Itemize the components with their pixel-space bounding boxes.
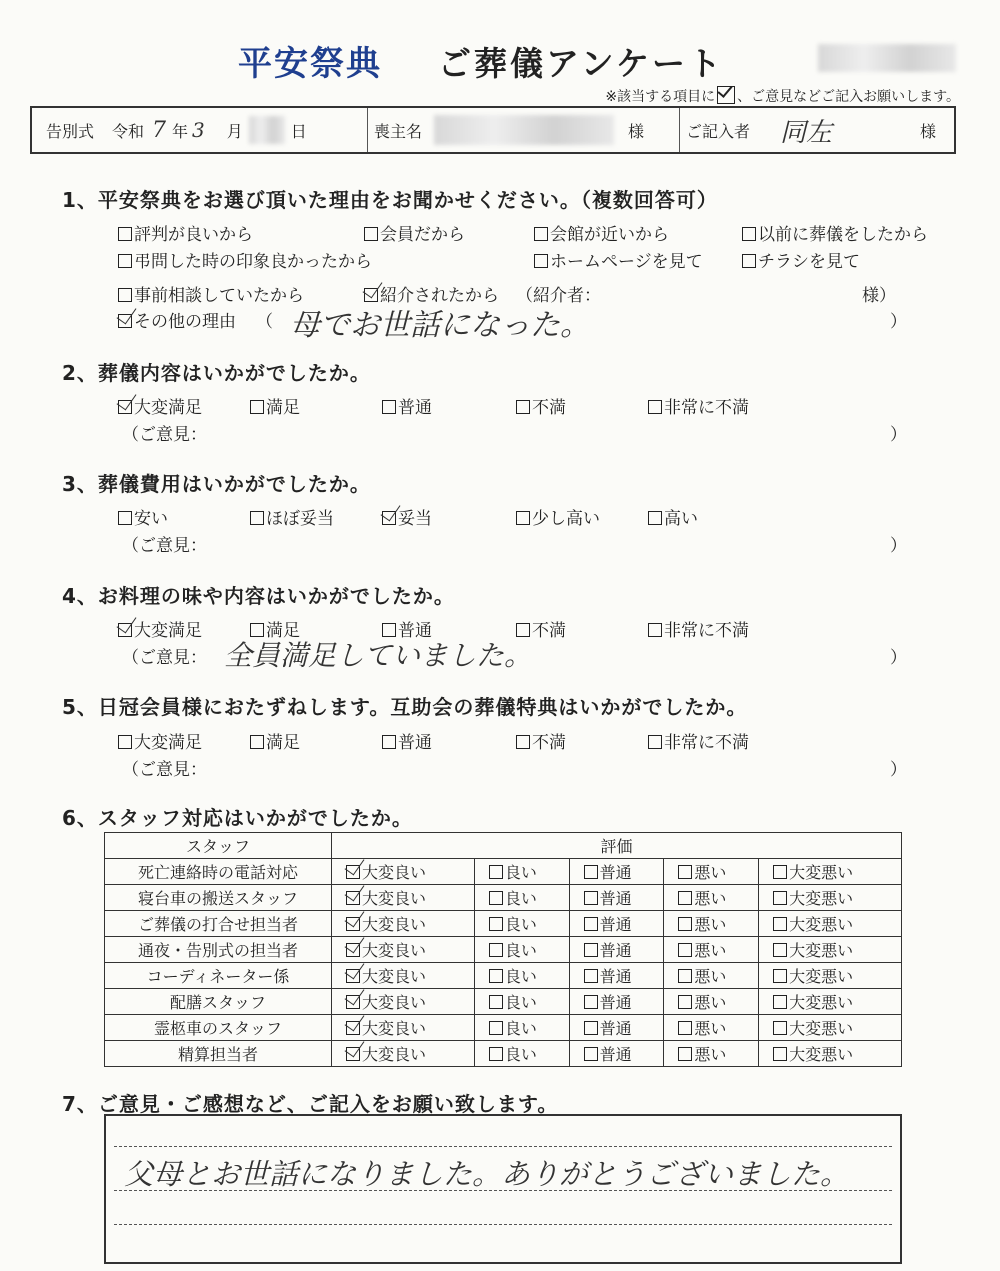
table-row	[105, 1041, 902, 1067]
q2-option[interactable]	[516, 393, 566, 418]
rating-label: 良い	[504, 915, 537, 934]
question-3-title: 3、葬儀費用はいかがでしたか。	[62, 472, 371, 496]
checkbox[interactable]	[742, 254, 756, 268]
option-label: 不満	[532, 398, 566, 418]
checkbox[interactable]	[648, 400, 662, 414]
checkbox[interactable]	[648, 511, 662, 525]
writer-cell	[680, 108, 954, 152]
checkbox-checked[interactable]	[118, 400, 132, 414]
checkbox[interactable]	[678, 995, 692, 1009]
q1-option[interactable]	[742, 220, 928, 245]
q2-option[interactable]	[382, 393, 432, 418]
era-label: 令和	[112, 121, 145, 141]
q3-option[interactable]	[250, 504, 334, 529]
rating-cell[interactable]	[759, 989, 902, 1015]
rating-cell[interactable]	[759, 963, 902, 989]
rating-label: 悪い	[694, 993, 727, 1012]
rating-cell[interactable]	[332, 859, 475, 885]
rating-label: 大変良い	[362, 863, 427, 882]
rating-label: 大変良い	[362, 915, 427, 934]
rating-cell[interactable]	[569, 937, 664, 963]
rating-label: 良い	[504, 1045, 537, 1064]
rating-label: 悪い	[694, 863, 727, 882]
checkbox[interactable]	[584, 995, 598, 1009]
rating-cell[interactable]	[759, 937, 902, 963]
rating-label: 大変良い	[362, 941, 427, 960]
q3-option[interactable]	[648, 504, 698, 529]
checkbox[interactable]	[489, 1047, 503, 1061]
q1-option[interactable]	[742, 247, 860, 272]
rating-label: 良い	[504, 993, 537, 1012]
question-1-title: 1、平安祭典をお選び頂いた理由をお聞かせください。（複数回答可）	[62, 188, 718, 212]
option-label: 事前相談していたから	[134, 286, 304, 306]
option-label: ホームページを見て	[550, 252, 703, 272]
q5-option[interactable]	[648, 728, 749, 753]
other-reason-text[interactable]: 母でお世話になった。	[290, 308, 590, 343]
checkbox[interactable]	[118, 735, 132, 749]
rating-label: 良い	[504, 1019, 537, 1038]
checkbox[interactable]	[773, 943, 787, 957]
comment-label: （ご意見：	[122, 760, 207, 780]
rating-cell[interactable]	[759, 885, 902, 911]
checkbox[interactable]	[773, 917, 787, 931]
checkbox[interactable]	[584, 1047, 598, 1061]
rating-cell[interactable]	[664, 963, 759, 989]
rating-cell[interactable]	[664, 911, 759, 937]
option-label: ほぼ妥当	[266, 509, 334, 529]
close-paren: ）	[890, 648, 907, 668]
checkbox[interactable]	[742, 227, 756, 241]
chief-mourner-label: 喪主名	[374, 121, 423, 141]
table-row	[105, 885, 902, 911]
q1-option[interactable]	[118, 281, 304, 306]
staff-role-label: 死亡連絡時の電話対応	[105, 859, 332, 885]
writer-value[interactable]: 同左	[780, 117, 833, 148]
q2-option[interactable]	[118, 393, 202, 418]
table-header-row	[105, 833, 902, 859]
close-paren: ）	[890, 536, 907, 556]
checkbox[interactable]	[382, 735, 396, 749]
checkbox[interactable]	[584, 891, 598, 905]
instruction-text	[605, 86, 960, 106]
rating-cell[interactable]	[569, 1041, 664, 1067]
checkbox-checked[interactable]	[118, 623, 132, 637]
checkbox[interactable]	[118, 511, 132, 525]
rating-cell[interactable]	[664, 885, 759, 911]
rating-cell[interactable]	[569, 963, 664, 989]
sama-label: 様	[919, 121, 936, 141]
checkbox[interactable]	[516, 735, 530, 749]
rating-label: 良い	[504, 967, 537, 986]
checkbox[interactable]	[773, 969, 787, 983]
question-6-title: 6、スタッフ対応はいかがでしたか。	[62, 806, 413, 830]
q1-option[interactable]	[534, 247, 703, 272]
checkbox[interactable]	[534, 227, 548, 241]
option-label: その他の理由	[134, 312, 236, 332]
instruction-pre: ※該当する項目に	[605, 89, 716, 105]
staff-role-label: 精算担当者	[105, 1041, 332, 1067]
rating-label: 普通	[599, 941, 632, 960]
staff-role-label: 配膳スタッフ	[105, 989, 332, 1015]
free-comment-text[interactable]: 父母とお世話になりました。ありがとうございました。	[124, 1157, 850, 1191]
checkbox[interactable]	[489, 969, 503, 983]
rating-cell[interactable]	[759, 1015, 902, 1041]
staff-role-label: 霊柩車のスタッフ	[105, 1015, 332, 1041]
option-label: 普通	[398, 621, 432, 641]
rating-label: 大変悪い	[789, 941, 854, 960]
checkbox-checked[interactable]	[346, 969, 360, 983]
day-unit: 日	[290, 121, 307, 141]
checkbox[interactable]	[678, 969, 692, 983]
checkbox[interactable]	[648, 623, 662, 637]
rating-cell[interactable]	[332, 963, 475, 989]
option-label: 満足	[266, 398, 300, 418]
q1-option[interactable]	[534, 220, 669, 245]
checkbox[interactable]	[118, 227, 132, 241]
table-row	[105, 989, 902, 1015]
rating-cell[interactable]	[474, 1041, 569, 1067]
checkbox-checked[interactable]	[118, 314, 132, 328]
checkbox-checked[interactable]	[346, 917, 360, 931]
q2-option[interactable]	[250, 393, 300, 418]
option-label: 高い	[664, 509, 698, 529]
staff-role-label: コーディネーター係	[105, 963, 332, 989]
close-paren: ）	[890, 312, 907, 332]
checkbox[interactable]	[773, 865, 787, 879]
introducer-sama: 様）	[862, 286, 896, 306]
rating-label: 普通	[599, 915, 632, 934]
checkbox[interactable]	[678, 891, 692, 905]
checkbox[interactable]	[773, 891, 787, 905]
q1-option[interactable]	[118, 220, 253, 245]
close-paren: ）	[890, 425, 907, 445]
option-label: 普通	[398, 398, 432, 418]
option-label: 非常に不満	[664, 733, 749, 753]
checkbox-checked[interactable]	[382, 511, 396, 525]
rating-cell[interactable]	[332, 1041, 475, 1067]
checkbox[interactable]	[382, 400, 396, 414]
checkbox[interactable]	[584, 917, 598, 931]
question-7-title: 7、ご意見・ご感想など、ご記入をお願い致します。	[62, 1092, 559, 1116]
rating-label: 普通	[599, 1045, 632, 1064]
month-value[interactable]: 3	[192, 118, 205, 142]
rating-label: 大変良い	[362, 1045, 427, 1064]
rating-cell[interactable]	[569, 1015, 664, 1041]
redacted-id	[818, 44, 956, 72]
rating-cell[interactable]	[474, 859, 569, 885]
checkbox[interactable]	[648, 735, 662, 749]
table-row	[105, 963, 902, 989]
rating-label: 悪い	[694, 967, 727, 986]
checkbox-checked[interactable]	[346, 865, 360, 879]
rating-cell[interactable]	[332, 1015, 475, 1041]
checkbox[interactable]	[678, 1047, 692, 1061]
q1-option[interactable]	[364, 220, 465, 245]
q3-option[interactable]	[516, 504, 600, 529]
page-title: ご葬儀アンケート	[438, 44, 725, 83]
rating-label: 普通	[599, 863, 632, 882]
writer-label: ご記入者	[686, 121, 751, 141]
redacted-day	[249, 116, 285, 144]
q4-option[interactable]	[648, 616, 749, 641]
rating-label: 悪い	[694, 1019, 727, 1038]
option-label: 大変満足	[134, 733, 202, 753]
checkbox[interactable]	[250, 511, 264, 525]
comment-label: （ご意見：	[122, 425, 207, 445]
q4-option[interactable]	[118, 616, 202, 641]
rating-cell[interactable]	[474, 911, 569, 937]
rating-cell[interactable]	[759, 859, 902, 885]
rating-label: 普通	[599, 889, 632, 908]
rating-label: 大変良い	[362, 1019, 427, 1038]
rating-cell[interactable]	[664, 1015, 759, 1041]
option-label: 会員だから	[380, 225, 465, 245]
brand-name: 平安祭典	[238, 44, 382, 84]
rating-cell[interactable]	[759, 911, 902, 937]
info-row	[30, 106, 956, 154]
checkbox[interactable]	[118, 288, 132, 302]
staff-rating-table	[104, 832, 902, 1067]
comment-label: （ご意見：	[122, 536, 207, 556]
dashed-line	[114, 1224, 892, 1225]
option-label: 満足	[266, 621, 300, 641]
checkbox[interactable]	[773, 1047, 787, 1061]
rating-cell[interactable]	[569, 859, 664, 885]
checkbox[interactable]	[678, 943, 692, 957]
rating-label: 大変良い	[362, 967, 427, 986]
introducer-label: （紹介者：	[516, 286, 601, 306]
checkbox[interactable]	[250, 735, 264, 749]
free-comment-box[interactable]	[104, 1114, 902, 1264]
comment-text[interactable]: 全員満足していました。	[224, 639, 533, 672]
rating-label: 大変悪い	[789, 1045, 854, 1064]
q5-option[interactable]	[118, 728, 202, 753]
checkbox-checked[interactable]	[346, 1021, 360, 1035]
rating-cell[interactable]	[474, 989, 569, 1015]
ceremony-label: 告別式	[46, 121, 95, 141]
table-row	[105, 911, 902, 937]
rating-cell[interactable]	[332, 937, 475, 963]
rating-label: 悪い	[694, 915, 727, 934]
checkbox[interactable]	[773, 995, 787, 1009]
option-label: 妥当	[398, 509, 432, 529]
checkbox[interactable]	[584, 865, 598, 879]
q3-option[interactable]	[118, 504, 168, 529]
rating-label: 悪い	[694, 941, 727, 960]
checkbox[interactable]	[534, 254, 548, 268]
rating-cell[interactable]	[332, 885, 475, 911]
option-label: 不満	[532, 621, 566, 641]
instruction-post: 、ご意見などご記入お願いします。	[737, 89, 960, 105]
option-label: 不満	[532, 733, 566, 753]
checkbox[interactable]	[118, 254, 132, 268]
checkbox[interactable]	[678, 865, 692, 879]
close-paren: ）	[890, 760, 907, 780]
q1-option[interactable]	[118, 307, 236, 332]
rating-label: 大変悪い	[789, 1019, 854, 1038]
ceremony-date-cell	[32, 108, 368, 152]
option-label: 以前に葬儀をしたから	[758, 225, 928, 245]
option-label: 会館が近いから	[550, 225, 669, 245]
checkbox[interactable]	[773, 1021, 787, 1035]
rating-label: 普通	[599, 993, 632, 1012]
option-label: 大変満足	[134, 621, 202, 641]
rating-cell[interactable]	[569, 911, 664, 937]
rating-cell[interactable]	[474, 937, 569, 963]
checkbox[interactable]	[364, 227, 378, 241]
q1-option[interactable]	[118, 247, 372, 272]
checkbox[interactable]	[489, 1021, 503, 1035]
rating-label: 普通	[599, 1019, 632, 1038]
option-label: チラシを見て	[758, 252, 860, 272]
checkbox[interactable]	[584, 943, 598, 957]
q5-option[interactable]	[250, 728, 300, 753]
chief-mourner-cell	[368, 108, 680, 152]
year-unit: 年	[172, 121, 189, 141]
rating-label: 普通	[599, 967, 632, 986]
rating-label: 良い	[504, 863, 537, 882]
year-value[interactable]: 7	[152, 117, 167, 143]
option-label: 紹介されたから	[380, 286, 499, 306]
staff-column-header: スタッフ	[105, 833, 332, 859]
staff-role-label: 寝台車の搬送スタッフ	[105, 885, 332, 911]
q2-option[interactable]	[648, 393, 749, 418]
table-row	[105, 859, 902, 885]
rating-column-header: 評価	[332, 833, 902, 859]
rating-cell[interactable]	[474, 963, 569, 989]
option-label: 安い	[134, 509, 168, 529]
rating-cell[interactable]	[664, 1041, 759, 1067]
rating-label: 大変悪い	[789, 863, 854, 882]
option-label: 普通	[398, 733, 432, 753]
rating-label: 悪い	[694, 889, 727, 908]
rating-label: 大変悪い	[789, 967, 854, 986]
option-label: 少し高い	[532, 509, 600, 529]
checkbox-checked[interactable]	[346, 943, 360, 957]
question-5-title: 5、日冠会員様におたずねします。互助会の葬儀特典はいかがでしたか。	[62, 695, 748, 719]
rating-cell[interactable]	[664, 859, 759, 885]
checkbox[interactable]	[489, 891, 503, 905]
dashed-line	[114, 1146, 892, 1147]
question-2-title: 2、葬儀内容はいかがでしたか。	[62, 361, 371, 385]
rating-cell[interactable]	[664, 989, 759, 1015]
option-label: 満足	[266, 733, 300, 753]
month-unit: 月	[226, 121, 243, 141]
rating-cell[interactable]	[759, 1041, 902, 1067]
question-4-title: 4、お料理の味や内容はいかがでしたか。	[62, 584, 455, 608]
rating-label: 大変良い	[362, 993, 427, 1012]
rating-cell[interactable]	[664, 937, 759, 963]
rating-label: 悪い	[694, 1045, 727, 1064]
rating-cell[interactable]	[569, 989, 664, 1015]
q5-option[interactable]	[382, 728, 432, 753]
option-label: 大変満足	[134, 398, 202, 418]
checkbox[interactable]	[489, 865, 503, 879]
checkbox[interactable]	[584, 969, 598, 983]
rating-label: 良い	[504, 889, 537, 908]
checkbox[interactable]	[489, 917, 503, 931]
checkbox-checked[interactable]	[346, 891, 360, 905]
rating-cell[interactable]	[474, 885, 569, 911]
checkbox-checked[interactable]	[346, 1047, 360, 1061]
rating-label: 大変悪い	[789, 915, 854, 934]
checkbox[interactable]	[516, 511, 530, 525]
rating-cell[interactable]	[569, 885, 664, 911]
rating-label: 良い	[504, 941, 537, 960]
other-open-paren: （	[256, 312, 273, 332]
checkbox[interactable]	[250, 400, 264, 414]
option-label: 非常に不満	[664, 621, 749, 641]
staff-role-label: 通夜・告別式の担当者	[105, 937, 332, 963]
rating-label: 大変悪い	[789, 993, 854, 1012]
checkbox[interactable]	[516, 400, 530, 414]
q5-option[interactable]	[516, 728, 566, 753]
checkbox[interactable]	[584, 1021, 598, 1035]
staff-role-label: ご葬儀の打合せ担当者	[105, 911, 332, 937]
rating-label: 大変良い	[362, 889, 427, 908]
checkbox[interactable]	[678, 1021, 692, 1035]
q3-option[interactable]	[382, 504, 432, 529]
rating-label: 大変悪い	[789, 889, 854, 908]
rating-cell[interactable]	[332, 989, 475, 1015]
sama-label: 様	[628, 121, 645, 141]
checkbox-checked-icon	[717, 86, 735, 104]
comment-label: （ご意見：	[122, 648, 207, 668]
option-label: 評判が良いから	[134, 225, 253, 245]
checkbox[interactable]	[678, 917, 692, 931]
table-row	[105, 1015, 902, 1041]
option-label: 非常に不満	[664, 398, 749, 418]
redacted-name	[434, 115, 614, 145]
table-row	[105, 937, 902, 963]
checkbox[interactable]	[489, 995, 503, 1009]
rating-cell[interactable]	[332, 911, 475, 937]
checkbox-checked[interactable]	[346, 995, 360, 1009]
checkbox[interactable]	[489, 943, 503, 957]
option-label: 弔問した時の印象良かったから	[134, 252, 372, 272]
rating-cell[interactable]	[474, 1015, 569, 1041]
